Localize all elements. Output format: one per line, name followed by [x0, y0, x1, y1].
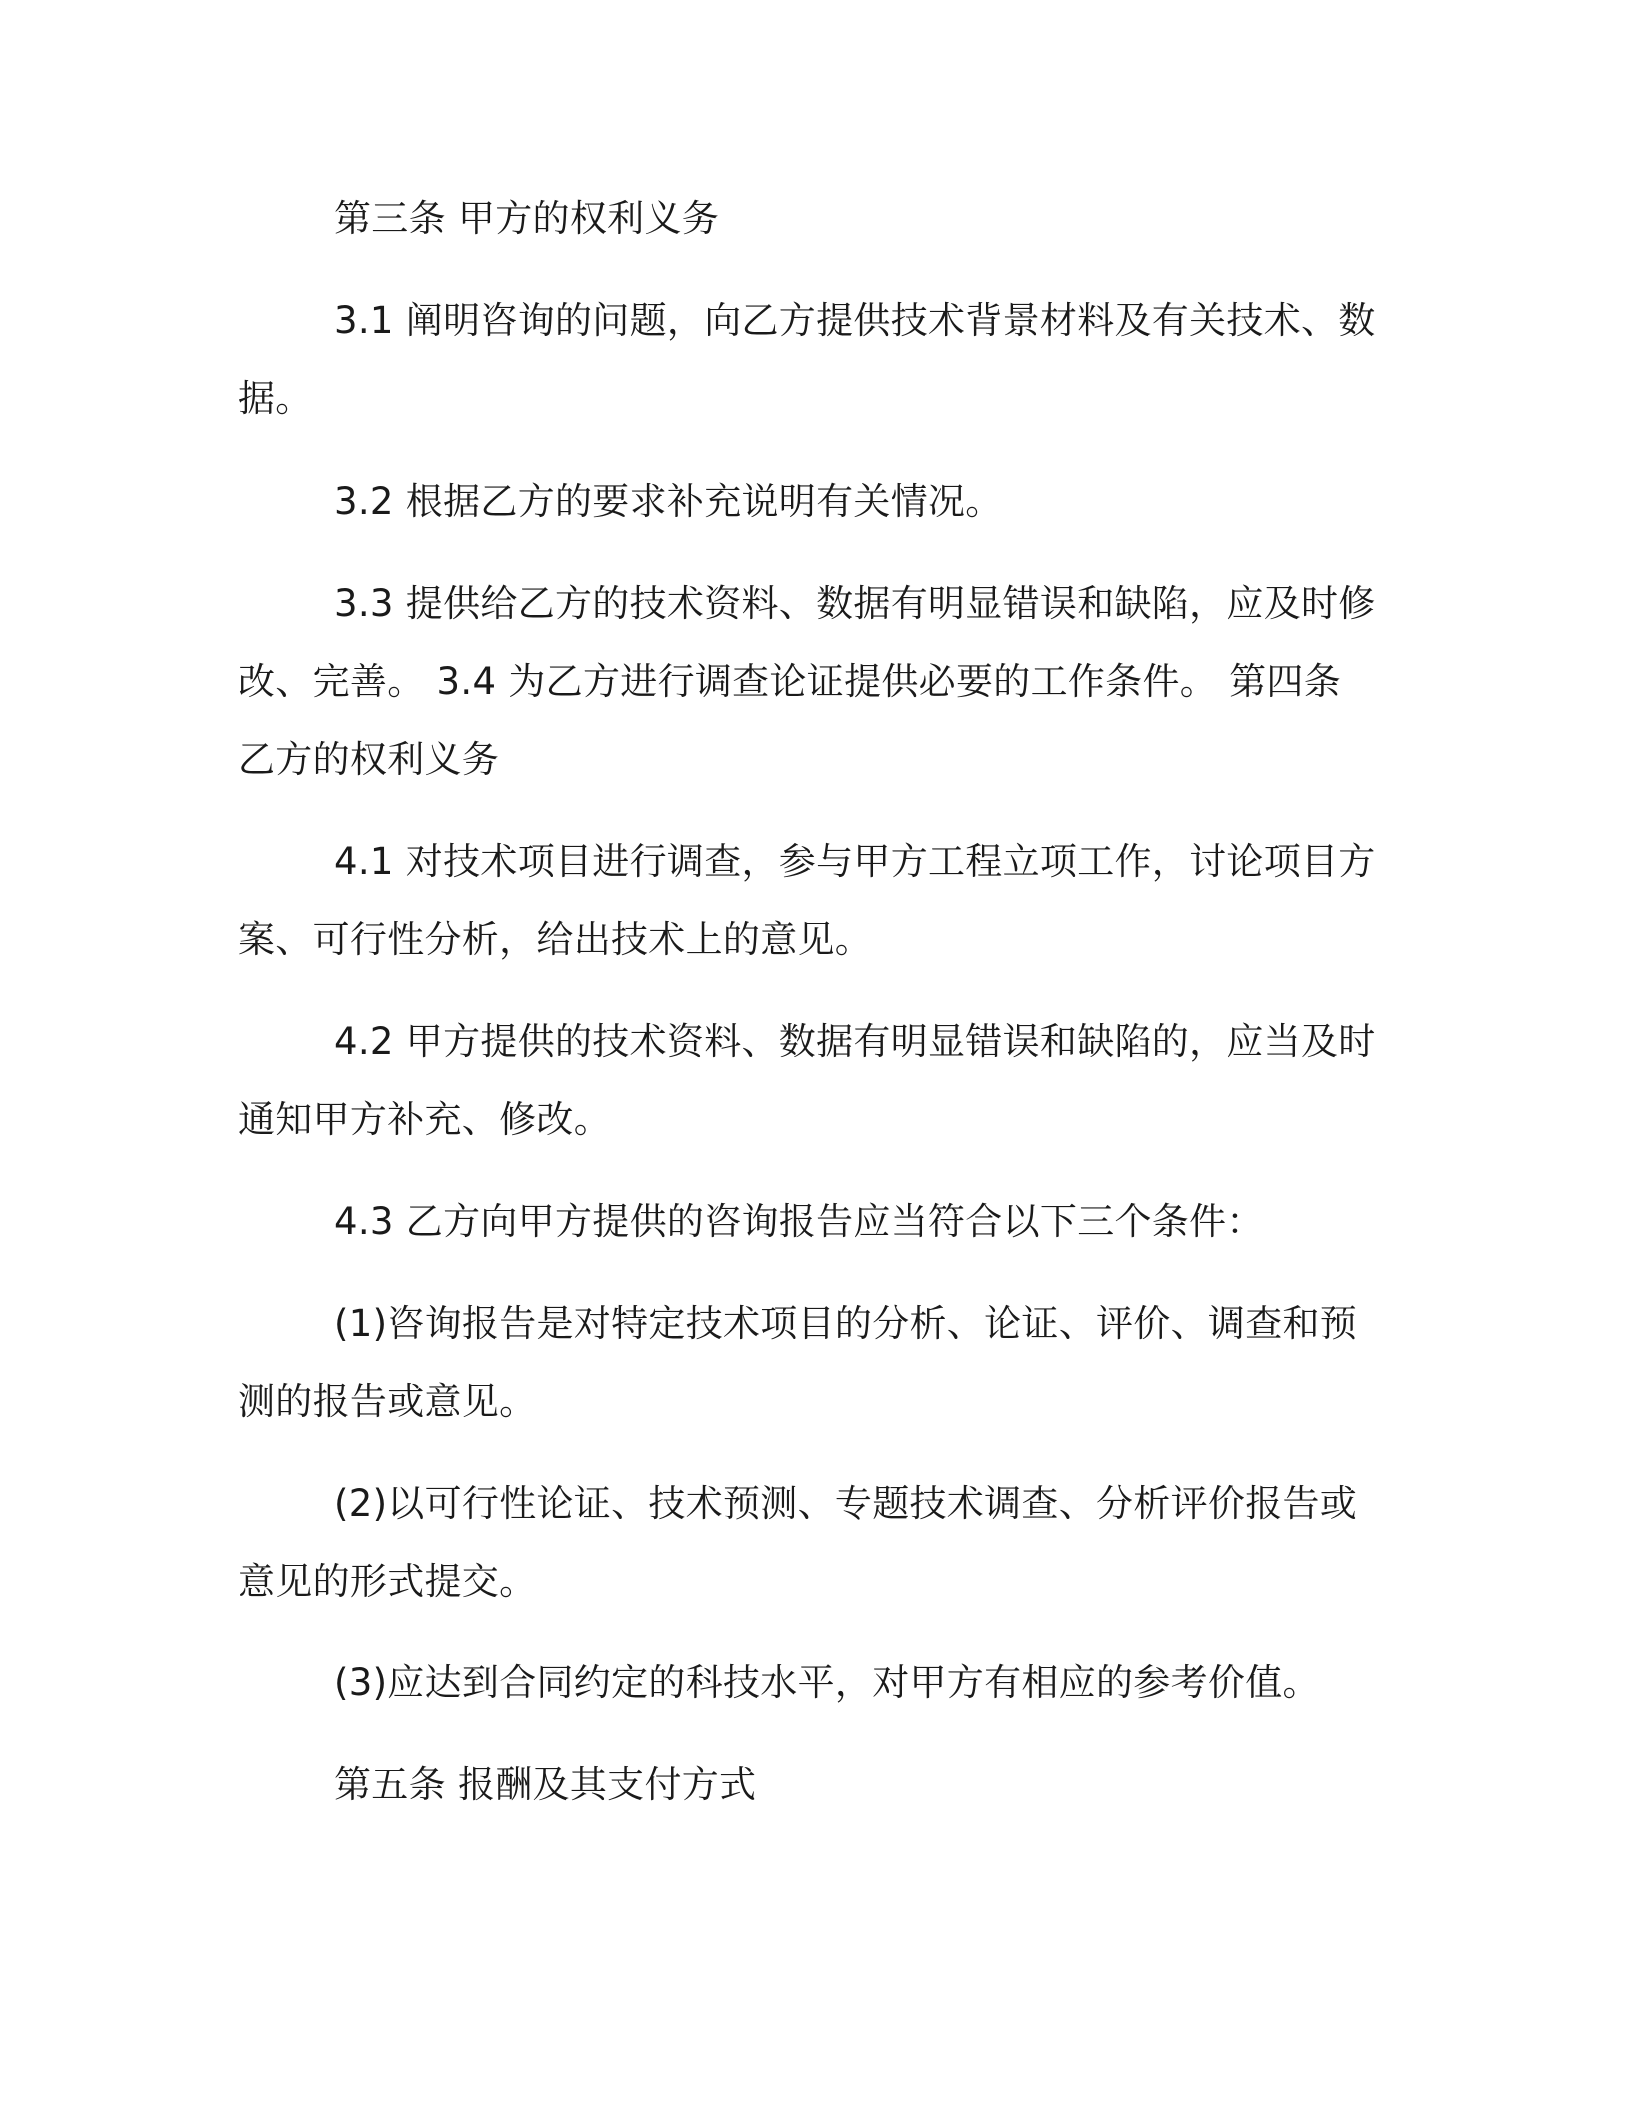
clause-4-3: 4.3 乙方向甲方提供的咨询报告应当符合以下三个条件： — [334, 1200, 1264, 1243]
condition-3: (3)应达到合同约定的科技水平，对甲方有相应的参考价值。 — [334, 1661, 1320, 1704]
clause-3-1: 3.1 阐明咨询的问题，向乙方提供技术背景材料及有关技术、数据。 — [238, 299, 1376, 420]
condition-2: (2)以可行性论证、技术预测、专题技术调查、分析评价报告或意见的形式提交。 — [238, 1482, 1358, 1603]
clause-4-2: 4.2 甲方提供的技术资料、数据有明显错误和缺陷的，应当及时通知甲方补充、修改。 — [238, 1020, 1376, 1141]
article-5-heading: 第五条 报酬及其支付方式 — [334, 1763, 757, 1806]
clause-3-3-3-4-article-4-heading: 3.3 提供给乙方的技术资料、数据有明显错误和缺陷，应及时修改、完善。 3.4 为乙方进行调查论证提供必要的工作条件。 第四条 乙方的权利义务 — [238, 582, 1376, 781]
clause-3-2: 3.2 根据乙方的要求补充说明有关情况。 — [334, 480, 1003, 523]
article-3-heading: 第三条 甲方的权利义务 — [334, 197, 720, 240]
condition-1: (1)咨询报告是对特定技术项目的分析、论证、评价、调查和预测的报告或意见。 — [238, 1302, 1358, 1423]
clause-4-1: 4.1 对技术项目进行调查，参与甲方工程立项工作，讨论项目方案、可行性分析，给出技术上的意见。 — [238, 840, 1376, 961]
